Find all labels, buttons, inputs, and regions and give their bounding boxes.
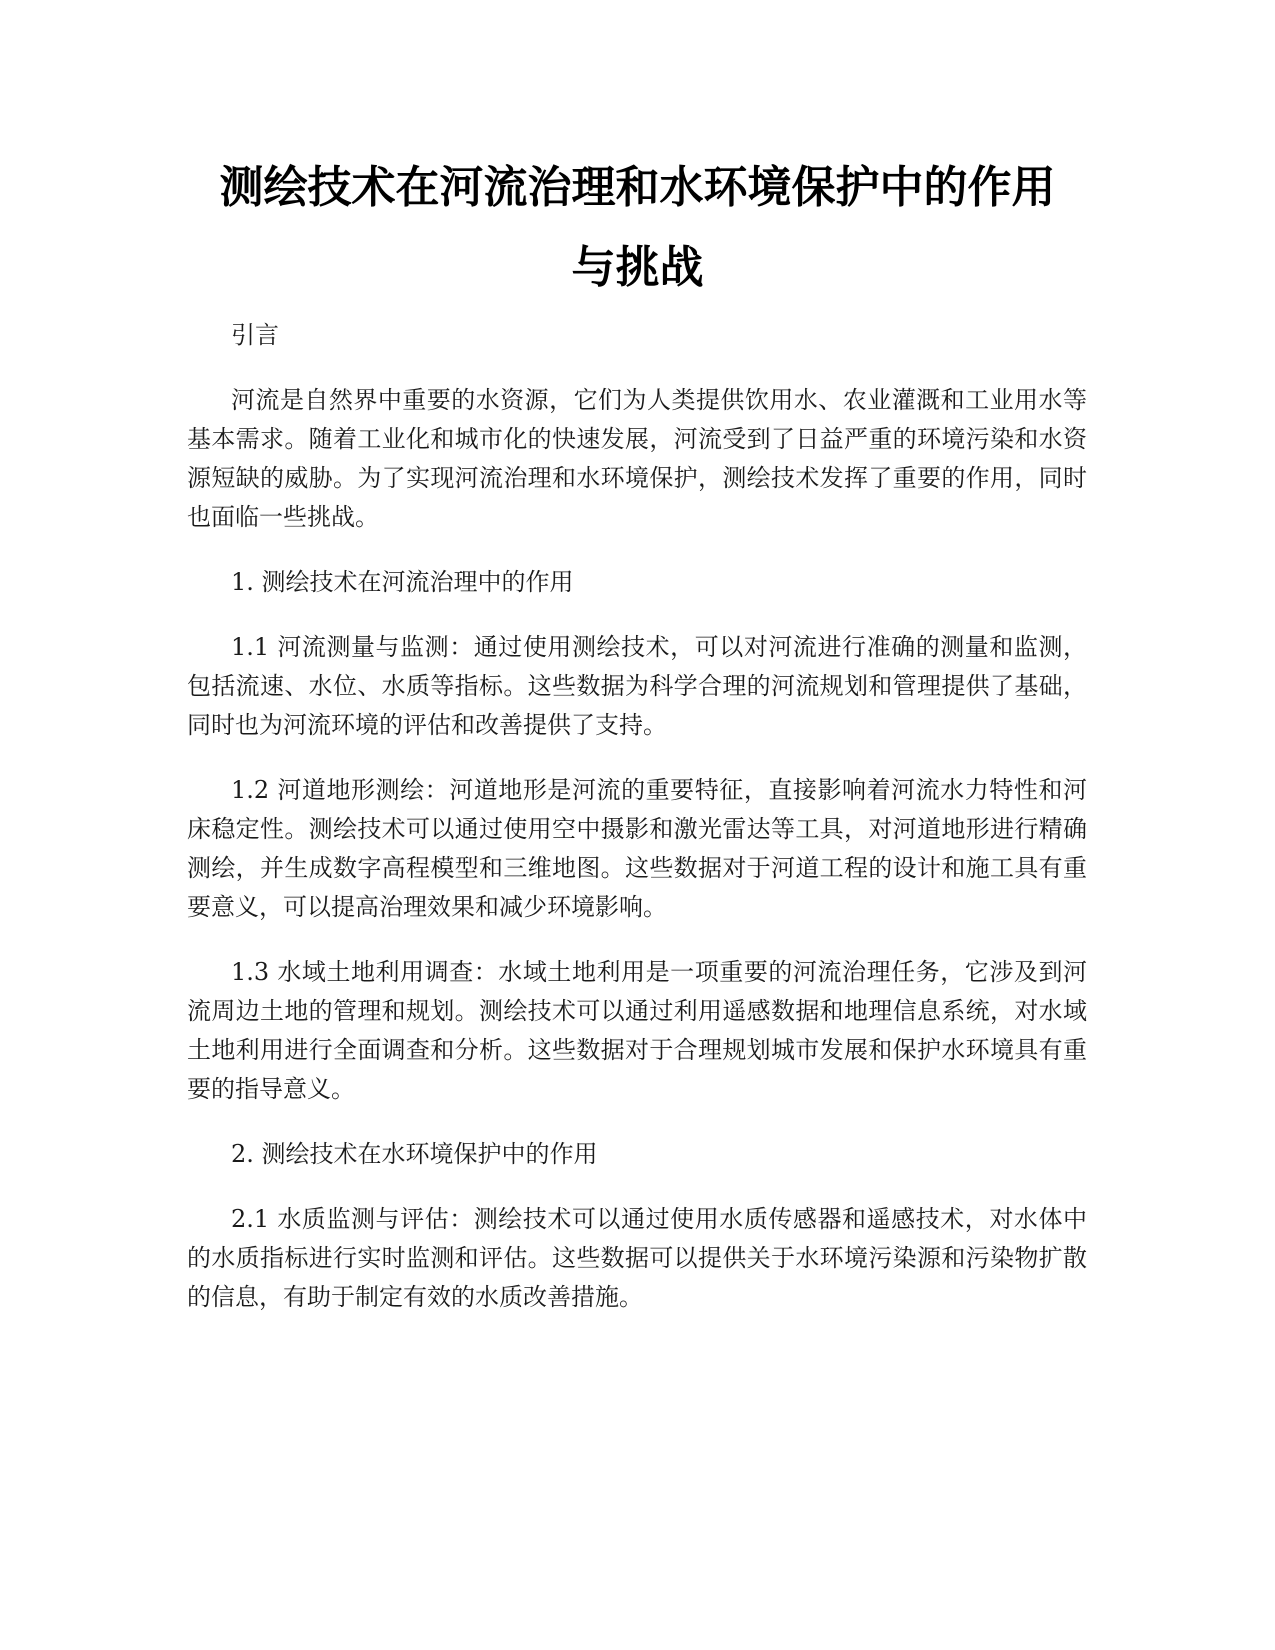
- document-title-line-2: 与挑战: [571, 242, 704, 293]
- paragraph-2-1: 2.1 水质监测与评估：测绘技术可以通过使用水质传感器和遥感技术，对水体中的水质指标进行实时监测和评估。这些数据可以提供关于水环境污染源和污染物扩散的信息，有助于制定有效的水质改善措施。: [187, 1205, 1087, 1311]
- paragraph-introduction: 河流是自然界中重要的水资源，它们为人类提供饮用水、农业灌溉和工业用水等基本需求。随着工业化和城市化的快速发展，河流受到了日益严重的环境污染和水资源短缺的威胁。为了实现河流治理和水环境保护，测绘技术发挥了重要的作用，同时也面临一些挑战。: [187, 386, 1087, 531]
- paragraph-1-1: 1.1 河流测量与监测：通过使用测绘技术，可以对河流进行准确的测量和监测，包括流速、水位、水质等指标。这些数据为科学合理的河流规划和管理提供了基础，同时也为河流环境的评估和改善提供了支持。: [187, 633, 1087, 739]
- document-title: [150, 148, 1125, 308]
- section-heading-1: 1. 测绘技术在河流治理中的作用: [231, 568, 574, 596]
- document-title-line-1: 测绘技术在河流治理和水环境保护中的作用: [219, 162, 1056, 213]
- paragraph-1-3: 1.3 水域土地利用调查：水域土地利用是一项重要的河流治理任务，它涉及到河流周边土地的管理和规划。测绘技术可以通过利用遥感数据和地理信息系统，对水域土地利用进行全面调查和分析。这些数据对于合理规划城市发展和保护水环境具有重要的指导意义。: [187, 958, 1087, 1103]
- document-body: [187, 316, 1087, 1343]
- section-heading-introduction: 引言: [231, 321, 279, 349]
- paragraph-1-2: 1.2 河道地形测绘：河道地形是河流的重要特征，直接影响着河流水力特性和河床稳定性。测绘技术可以通过使用空中摄影和激光雷达等工具，对河道地形进行精确测绘，并生成数字高程模型和三维地图。这些数据对于河道工程的设计和施工具有重要意义，可以提高治理效果和减少环境影响。: [187, 776, 1087, 921]
- section-heading-2: 2. 测绘技术在水环境保护中的作用: [231, 1140, 598, 1168]
